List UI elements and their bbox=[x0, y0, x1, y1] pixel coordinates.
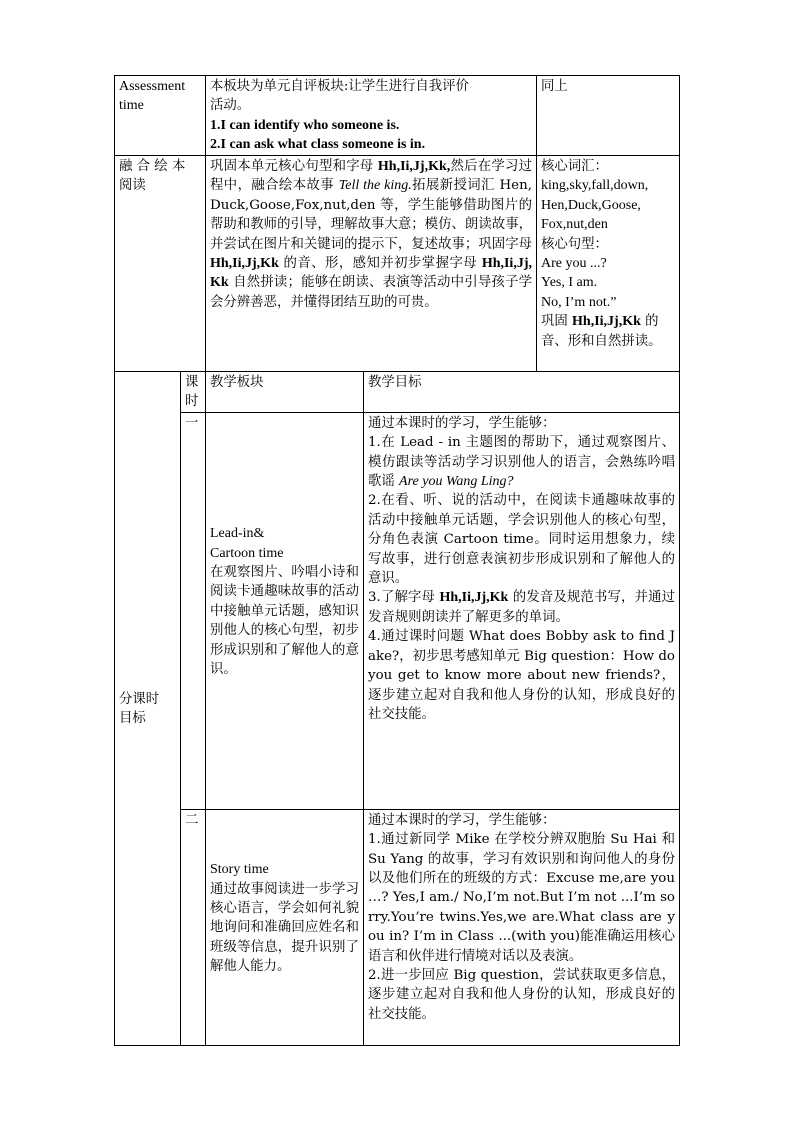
lesson-2-block-cell bbox=[206, 809, 364, 1045]
lesson-1-goal-1: 1.在 Lead - in 主题图的帮助下，通过观察图片、模仿跟读等活动学习识别他人的语言，会熟练吟唱歌谣 Are you Wang Ling? bbox=[368, 435, 675, 490]
lesson-2-row bbox=[115, 809, 680, 1045]
lesson-2-goals-cell: 通过本课时的学习，学生能够： 1.通过新同学 Mike 在学校分辨双胞胎 Su Hai 和 Su Yang 的故事，学习有效识别和询问他人的身份以及他们所在的班级的方式：Excuse me,are you …? Yes,I am./ No,I’m not.But I’m not ...I’m sorry.You’re twins.Yes,we are.What class are you in? I’m in Class ...(with you)能准确运用核心语言和伙伴进行情境对话以及表演。 2.进一步回应 Big question，尝试获取更多信息，逐步建立起对自我和他人身份的认知，形成良好的社交技能。 bbox=[364, 809, 680, 1045]
assessment-content-cell: 本板块为单元自评板块:让学生进行自我评价 活动。 1.I can identify who someone is. 2.I can ask what class someone is in. bbox=[206, 76, 537, 156]
assessment-goal-2: 2.I can ask what class someone is in. bbox=[210, 137, 426, 153]
assessment-label-cell: Assessment time bbox=[115, 76, 206, 156]
reading-content-cell: 巩固本单元核心句型和字母 Hh,Ii,Jj,Kk,然后在学习过程中，融合绘本故事 Tell the king.拓展新授词汇 Hen,Duck,Goose,Fox,nut,den 等，学生能够借助图片的帮助和教师的引导，理解故事大意；模仿、朗读故事，并尝试在图片和关键词的提示下，复述故事；巩固字母 Hh,Ii,Jj,Kk 的音、形，感知并初步掌握字母 Hh,Ii,Jj,Kk 自然拼读；能够在朗读、表演等活动中引导孩子学会分辨善恶，并懂得团结互助的可贵。 bbox=[206, 156, 537, 372]
reading-core-cell: 核心词汇： king,sky,fall,down, Hen,Duck,Goose, Fox,nut,den 核心句型： Are you ...? Yes, I am. No, I’m not.” 巩固 Hh,Ii,Jj,Kk 的音、形和自然拼读。 bbox=[537, 156, 680, 372]
lesson-2-number: 二 bbox=[181, 809, 206, 1045]
lesson-1-goal-4: 4.通过课时问题 What does Bobby ask to find Jake?，初步思考感知单元 Big question：How do you get to know more about new friends?，逐步建立起对自我和他人身份的认知，形成良好的社交技能。 bbox=[368, 629, 675, 722]
lesson-header-row bbox=[115, 372, 680, 413]
lessons-label-cell: 分课时 目标 bbox=[115, 372, 181, 1046]
assessment-row bbox=[115, 76, 680, 156]
assessment-note: 同上 bbox=[541, 79, 568, 94]
lessons-label: 分课时 bbox=[119, 691, 160, 707]
assessment-note-cell bbox=[537, 76, 680, 156]
assessment-goal-1: 1.I can identify who someone is. bbox=[210, 117, 400, 133]
assessment-label: Assessment bbox=[119, 79, 186, 94]
lesson-2-block-desc: 通过故事阅读进一步学习核心语言，学会如何礼貌地询问和准确回应姓名和班级等信息，提升识别了解他人能力。 bbox=[210, 881, 359, 975]
reading-row bbox=[115, 156, 680, 372]
lesson-plan-table bbox=[114, 75, 680, 1046]
lesson-1-number: 一 bbox=[181, 412, 206, 809]
lesson-1-block-cell: Lead-in& Cartoon time 在观察图片、吟唱小诗和阅读卡通趣味故事的活动中接触单元话题，感知识别他人的核心句型，初步形成识别和了解他人的意识。 bbox=[206, 412, 364, 809]
lesson-2-goal-1: 1.通过新同学 Mike 在学校分辨双胞胎 Su Hai 和 Su Yang 的故事，学习有效识别和询问他人的身份以及他们所在的班级的方式：Excuse me,are you …? Yes,I am./ No,I’m not.But I’m not ...I’m sorry.You’re twins.Yes,we are.What class are you in? I’m in Class ...(with you)能准确运用核心语言和伙伴进行情境对话以及表演。 bbox=[368, 832, 675, 964]
lesson-1-block-desc: 在观察图片、吟唱小诗和阅读卡通趣味故事的活动中接触单元话题，感知识别他人的核心句型，初步形成识别和了解他人的意识。 bbox=[210, 565, 359, 678]
lesson-1-row bbox=[115, 412, 680, 809]
header-lesson: 课时 bbox=[181, 372, 206, 413]
lesson-1-goal-2: 2.在看、听、说的活动中，在阅读卡通趣味故事的活动中接触单元话题，学会识别他人的核心句型，分角色表演 Cartoon time。同时运用想象力，续写故事，进行创意表演初步形成识别和了解他人的意识。 bbox=[368, 493, 675, 587]
lesson-1-goals-cell: 通过本课时的学习，学生能够： 1.在 Lead - in 主题图的帮助下，通过观察图片、模仿跟读等活动学习识别他人的语言，会熟练吟唱歌谣 Are you Wang Ling? 2.在看、听、说的活动中，在阅读卡通趣味故事的活动中接触单元话题，学会识别他人的核心句型，分角色表演 Cartoon time。同时运用想象力，续写故事，进行创意表演初步形成识别和了解他人的意识。 3.了解字母 Hh,Ii,Jj,Kk 的发音及规范书写，并通过发音规则朗读并了解更多的单词。 4.通过课时问题 What does Bobby ask to find Jake?，初步思考感知单元 Big question：How do you get to know more about new friends?，逐步建立起对自我和他人身份的认知，形成良好的社交技能。 bbox=[364, 412, 680, 809]
lesson-2-goal-2: 2.进一步回应 Big question，尝试获取更多信息，逐步建立起对自我和他人身份的认知，形成良好的社交技能。 bbox=[368, 968, 675, 1022]
header-goals: 教学目标 bbox=[364, 372, 680, 413]
reading-label-cell: 融 合 绘 本 阅读 bbox=[115, 156, 206, 372]
lesson-1-goal-3: 3.了解字母 Hh,Ii,Jj,Kk 的发音及规范书写，并通过发音规则朗读并了解更多的单词。 bbox=[368, 590, 675, 625]
lesson-1-block-title: Lead-in& bbox=[210, 526, 265, 542]
reading-label: 融 合 绘 本 bbox=[119, 159, 186, 174]
lesson-2-block-title: Story time bbox=[210, 862, 269, 878]
header-block: 教学板块 bbox=[206, 372, 364, 413]
